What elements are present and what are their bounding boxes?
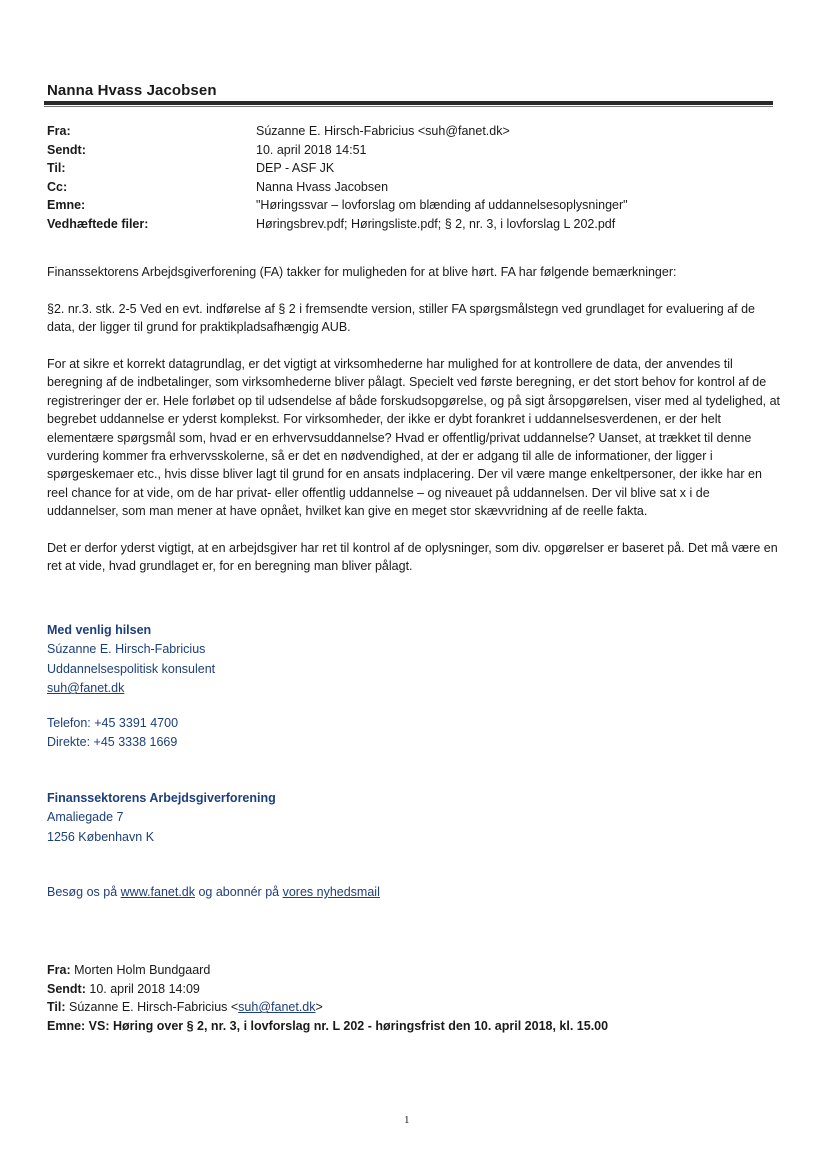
- body-paragraph-4: Det er derfor yderst vigtigt, at en arbejdsgiver har ret til kontrol af de oplysninger, som div. opgørelser er baseret på. Det må være en ret at vide, hvad grundlaget er, for en beregning man bliver pålagt.: [47, 541, 778, 574]
- subject-label: Emne:: [47, 198, 86, 213]
- to-value: DEP - ASF JK: [256, 161, 335, 176]
- email-header: [47, 122, 767, 234]
- attachments-value: Høringsbrev.pdf; Høringsliste.pdf; § 2, nr. 3, i lovforslag L 202.pdf: [256, 216, 616, 231]
- forwarded-to-label: Til:: [47, 1000, 66, 1015]
- from-label: Fra:: [47, 124, 71, 138]
- sent-label: Sendt:: [47, 142, 86, 157]
- forwarded-from-row: [47, 961, 787, 980]
- forwarded-to-close: >: [315, 1000, 323, 1015]
- forwarded-from-label: Fra:: [47, 963, 71, 977]
- signature-direct-phone: Direkte: +45 3338 1669: [47, 735, 178, 750]
- newsletter-link[interactable]: vores nyhedsmail: [282, 885, 380, 899]
- body-paragraph-2: §2. nr.3. stk. 2-5 Ved en evt. indførelse af § 2 i fremsendte version, stiller FA spørgsmålstegn ved grundlaget for evaluering af de data, der ligger til grund for praktikpladsafhængig AUB.: [47, 301, 756, 335]
- signature-email-link[interactable]: suh@fanet.dk: [47, 681, 125, 696]
- forwarded-sent-label: Sendt:: [47, 981, 86, 996]
- forwarded-to-row: [47, 998, 787, 1017]
- header-cc-row: [47, 178, 767, 197]
- subject-value: "Høringssvar – lovforslag om blænding af uddannelsesoplysninger": [256, 198, 628, 213]
- forwarded-sent-value: 10. april 2018 14:09: [85, 981, 200, 996]
- cc-label: Cc:: [47, 179, 68, 194]
- header-subject-row: [47, 196, 767, 215]
- header-attachments-row: [47, 215, 767, 234]
- forwarded-subject-value: VS: Høring over § 2, nr. 3, i lovforslag nr. L 202 - høringsfrist den 10. april 2018, kl. 15.00: [85, 1018, 609, 1033]
- signature-name: Súzanne E. Hirsch-Fabricius: [47, 642, 206, 657]
- cc-value: Nanna Hvass Jacobsen: [256, 179, 389, 194]
- visit-line: [47, 883, 380, 902]
- forwarded-sent-row: [47, 980, 787, 999]
- mailbox-owner-name: Nanna Hvass Jacobsen: [47, 82, 217, 99]
- forwarded-to-value: Súzanne E. Hirsch-Fabricius <: [65, 1000, 239, 1015]
- forwarded-from-value: Morten Holm Bundgaard: [70, 963, 211, 977]
- header-from-row: [47, 122, 767, 141]
- attachments-label: Vedhæftede filer:: [47, 216, 149, 231]
- header-to-row: [47, 159, 767, 178]
- signature-organization: [47, 789, 276, 847]
- sent-value: 10. april 2018 14:51: [256, 142, 367, 157]
- header-rule: [44, 101, 773, 105]
- page-number: 1: [404, 1114, 410, 1126]
- signature-phones: [47, 714, 178, 753]
- signature-phone: Telefon: +45 3391 4700: [47, 716, 179, 730]
- signature-title: Uddannelsespolitisk konsulent: [47, 661, 216, 676]
- signature-greeting: Med venlig hilsen: [47, 623, 152, 637]
- header-rule-thin: [44, 106, 773, 107]
- header-sent-row: [47, 141, 767, 160]
- signature-block: [47, 621, 547, 699]
- forwarded-to-email-link[interactable]: suh@fanet.dk: [238, 1000, 316, 1015]
- to-label: Til:: [47, 161, 66, 176]
- organization-name: Finanssektorens Arbejdsgiverforening: [47, 791, 276, 805]
- body-paragraph-1: Finanssektorens Arbejdsgiverforening (FA) takker for muligheden for at blive hørt. FA har følgende bemærkninger:: [47, 265, 677, 279]
- visit-middle: og abonnér på: [195, 885, 283, 899]
- forwarded-header: [47, 961, 787, 1035]
- forwarded-subject-label: Emne:: [47, 1018, 86, 1033]
- forwarded-subject-row: [47, 1017, 787, 1036]
- website-link[interactable]: www.fanet.dk: [120, 885, 195, 899]
- from-value: Súzanne E. Hirsch-Fabricius <suh@fanet.dk>: [256, 124, 510, 138]
- visit-prefix: Besøg os på: [47, 885, 121, 899]
- email-body: [47, 263, 782, 594]
- body-paragraph-3: For at sikre et korrekt datagrundlag, er det vigtigt at virksomhederne har mulighed for at kontrollere de data, der anvendes til beregning af de indbetalinger, som virksomhederne bliver pålagt. Specielt ved første beregning, er det stort behov for kontrol af de registreringer der er. Hele forløbet op til udsendelse af både forskudsopgørelse, og på sigt årsopgørelsen, viser med al tydelighed, at begrebet uddannelse er yderst komplekst. For virksomheder, der ikke er dybt forankret i uddannelsesverdenen, er der helt elementære spørgsmål som, hvad er en erhvervsuddannelse? Hvad er offentlig/privat uddannelse? Uanset, at trækket til denne vurdering kommer fra erhvervsskolerne, så er det en nødvendighed, at der er adgang til alle de informationer, der ligger i spørgeskemaer etc., hvis disse bliver lagt til grund for en ansats indplacering. Der vil være mange enkeltpersoner, der ikke har en reel chance for at vide, om de har privat- eller offentlig uddannelse – og niveauet på uddannelsen. Der vil blive sat x i de uddannelser, som man mener at have opnået, hvilket kan give en meget stor skævvridning af de reelle fakta.: [47, 357, 781, 519]
- organization-address-street: Amaliegade 7: [47, 810, 124, 825]
- organization-address-city: 1256 København K: [47, 829, 155, 844]
